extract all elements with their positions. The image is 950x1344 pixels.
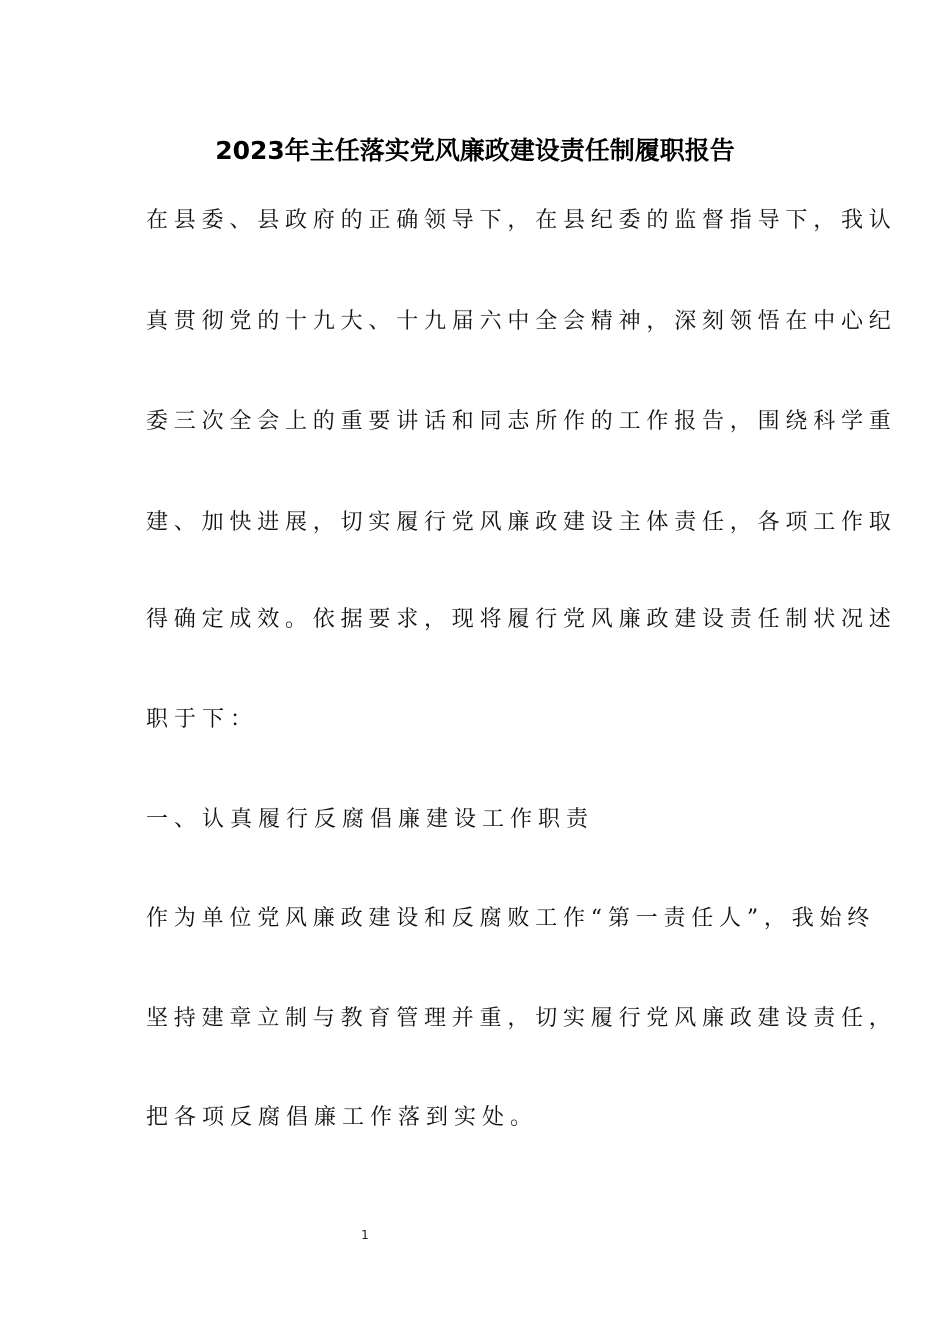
- paragraph-line: 真贯彻党的十九大、十九届六中全会精神，深刻领悟在中心纪: [146, 309, 897, 334]
- paragraph-line: 坚持建章立制与教育管理并重，切实履行党风廉政建设责任，: [146, 1006, 897, 1031]
- section-heading: 一、认真履行反腐倡廉建设工作职责: [146, 807, 595, 832]
- paragraph-line: 职于下：: [146, 707, 259, 732]
- paragraph-line: 作为单位党风廉政建设和反腐败工作“第一责任人”，我始终: [146, 906, 876, 931]
- paragraph-line: 委三次全会上的重要讲话和同志所作的工作报告，围绕科学重: [146, 409, 897, 434]
- document-title: 2023年主任落实党风廉政建设责任制履职报告: [215, 136, 735, 165]
- paragraph-line: 把各项反腐倡廉工作落到实处。: [146, 1105, 539, 1130]
- page-number: 1: [361, 1228, 369, 1242]
- paragraph-line: 建、加快进展，切实履行党风廉政建设主体责任，各项工作取: [146, 510, 897, 535]
- paragraph-line: 在县委、县政府的正确领导下，在县纪委的监督指导下，我认: [146, 208, 897, 233]
- paragraph-line: 得确定成效。依据要求，现将履行党风廉政建设责任制状况述: [146, 607, 897, 632]
